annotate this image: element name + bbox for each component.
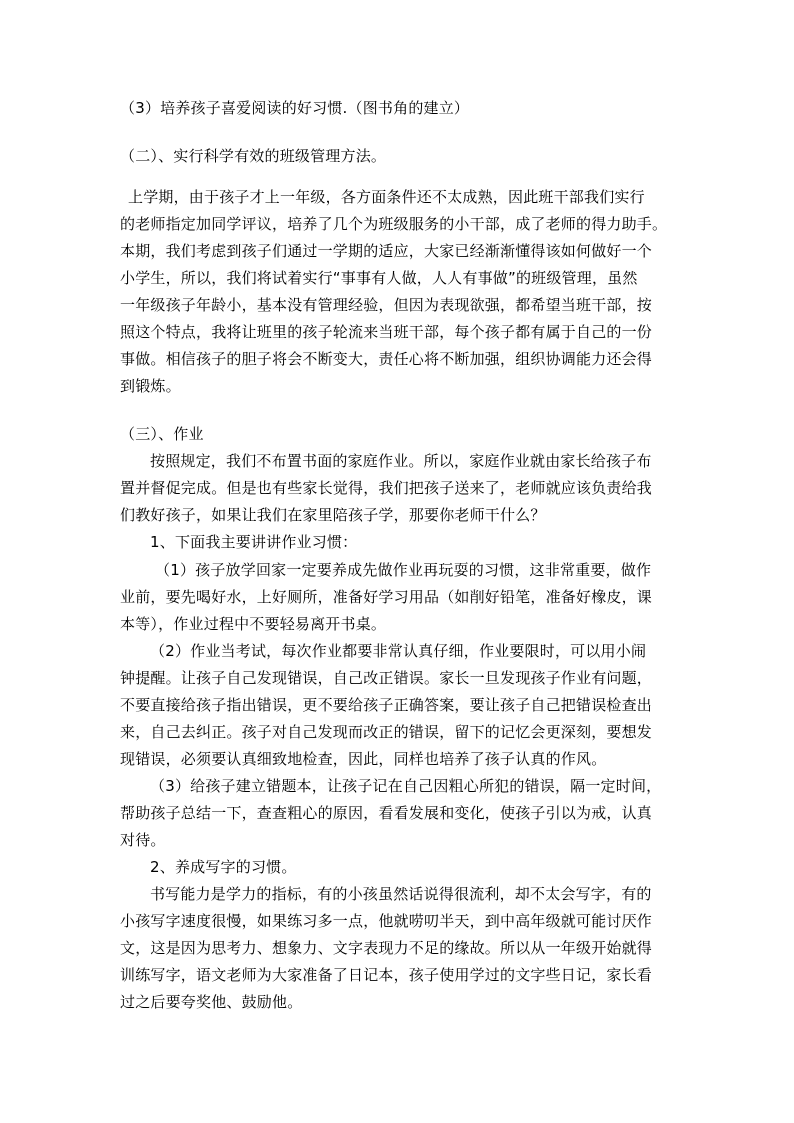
text-line: 现错误，必须要认真细致地检查，因此，同样也培养了孩子认真的作风。	[120, 750, 607, 768]
text-line: 小学生，所以，我们将试着实行“事事有人做，人人有事做”的班级管理，虽然	[120, 269, 638, 287]
text-line: 一年级孩子年龄小，基本没有管理经验，但因为表现欲强，都希望当班干部，按	[120, 296, 653, 314]
section-heading: （三）、作业	[120, 425, 204, 443]
text-line: 业前，要先喝好水，上好厕所，准备好学习用品（如削好铅笔，准备好橡皮，课	[120, 588, 653, 606]
text-line: 事做。相信孩子的胆子将会不断变大，责任心将不断加强，组织协调能力还会得	[120, 350, 653, 368]
text-line: 本期，我们考虑到孩子们通过一学期的适应，大家已经渐渐懂得该如何做好一个	[120, 242, 653, 260]
text-line: 置并督促完成。但是也有些家长觉得，我们把孩子送来了，老师就应该负责给我	[120, 479, 653, 497]
text-line: 到锻炼。	[120, 377, 181, 395]
text-line: 的老师指定加同学评议，培养了几个为班级服务的小干部，成了老师的得力助手。	[120, 215, 668, 233]
text-line: 过之后要夸奖他、鼓励他。	[120, 993, 303, 1011]
text-line: 照这个特点，我将让班里的孩子轮流来当班干部，每个孩子都有属于自己的一份	[120, 323, 653, 341]
text-line: 文，这是因为思考力、想象力、文字表现力不足的缘故。所以从一年级开始就得	[120, 939, 653, 957]
text-line: （1）孩子放学回家一定要养成先做作业再玩耍的习惯，这非常重要，做作	[155, 561, 652, 579]
section-heading: （二）、实行科学有效的班级管理方法。	[120, 147, 387, 165]
text-line: 来，自己去纠正。孩子对自己发现而改正的错误，留下的记忆会更深刻，要想发	[120, 723, 653, 741]
text-line: 按照规定，我们不布置书面的家庭作业。所以，家庭作业就由家长给孩子布	[150, 452, 652, 470]
text-line: 小孩写字速度很慢，如果练习多一点，他就唠叨半天，到中高年级就可能讨厌作	[120, 912, 653, 930]
text-line: 本等），作业过程中不要轻易离开书桌。	[120, 615, 387, 633]
text-line: 对待。	[120, 831, 166, 849]
text-line: 1、下面我主要讲讲作业习惯：	[150, 533, 358, 551]
text-line: （2）作业当考试，每次作业都要非常认真仔细，作业要限时，可以用小闹	[150, 642, 647, 660]
text-line: 不要直接给孩子指出错误，更不要给孩子正确答案，要让孩子自己把错误检查出	[120, 696, 653, 714]
text-line: 钟提醒。让孩子自己发现错误，自己改正错误。家长一旦发现孩子作业有问题，	[120, 669, 653, 687]
text-line: （3）给孩子建立错题本，让孩子记在自己因粗心所犯的错误，隔一定时间，	[150, 777, 662, 795]
text-line: 上学期，由于孩子才上一年级，各方面条件还不太成熟，因此班干部我们实行	[128, 188, 645, 206]
text-line: 2、养成写字的习惯。	[150, 858, 297, 876]
text-line: （3）培养孩子喜爱阅读的好习惯.（图书角的建立）	[120, 99, 470, 117]
text-line: 书写能力是学力的指标，有的小孩虽然话说得很流利，却不太会写字，有的	[150, 885, 652, 903]
text-line: 帮助孩子总结一下，查查粗心的原因，看看发展和变化，使孩子引以为戒，认真	[120, 804, 653, 822]
text-line: 训练写字，语文老师为大家准备了日记本，孩子使用学过的文字些日记，家长看	[120, 966, 653, 984]
text-line: 们教好孩子，如果让我们在家里陪孩子学，那要你老师干什么？	[120, 506, 546, 524]
